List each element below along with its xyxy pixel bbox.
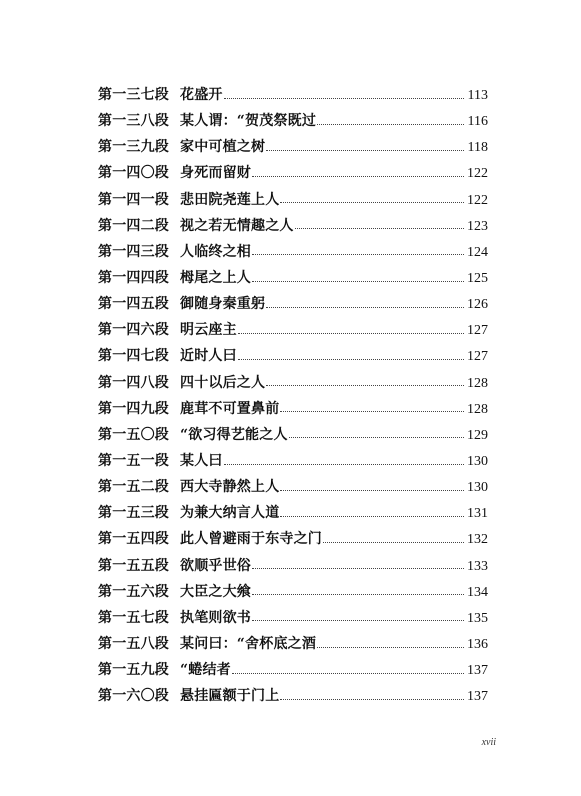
toc-dot-leader: [232, 673, 464, 674]
toc-dot-leader: [252, 568, 464, 569]
toc-entry-page: 127: [467, 349, 488, 365]
toc-entry-title: 御随身秦重躬: [180, 296, 266, 313]
toc-entry-title: 身死而留财: [180, 165, 251, 182]
toc-entry-title: 执笔则欲书: [180, 609, 251, 626]
toc-entry-title: 近时人曰: [180, 348, 237, 365]
toc-entry-number: 第一三七段: [98, 87, 169, 103]
toc-entry-number: 第一四六段: [98, 322, 169, 339]
toc-entry-title: 四十以后之人: [180, 374, 266, 391]
toc-dot-leader: [317, 124, 464, 125]
toc-entry-page: 122: [467, 166, 488, 182]
toc-dot-leader: [266, 150, 464, 151]
toc-entry-number: 第一三九段: [98, 139, 169, 156]
toc-dot-leader: [280, 699, 464, 700]
toc-entry-number: 第一四九段: [98, 400, 169, 417]
toc-entry-page: 118: [467, 140, 488, 156]
toc-entry-title: 明云座主: [180, 322, 237, 339]
toc-entry-page: 135: [467, 610, 488, 626]
toc-dot-leader: [238, 359, 464, 360]
toc-entry: [98, 605, 488, 631]
toc-entry: [98, 265, 488, 291]
toc-entry: [98, 82, 488, 108]
toc-entry-title: 大臣之大飨: [180, 583, 251, 600]
toc-entry-page: 113: [467, 88, 488, 103]
toc-entry-number: 第一四一段: [98, 191, 169, 208]
toc-dot-leader: [252, 620, 464, 621]
toc-entry: [98, 317, 488, 343]
toc-entry: [98, 474, 488, 500]
toc-entry-number: 第一五〇段: [98, 426, 169, 443]
toc-entry-title: “欲习得艺能之人: [180, 426, 288, 443]
toc-entry-page: 128: [467, 401, 488, 417]
toc-entry-page: 134: [467, 584, 488, 600]
toc-dot-leader: [252, 254, 464, 255]
table-of-contents: [98, 82, 488, 709]
toc-entry-page: 125: [467, 270, 488, 286]
toc-entry-title: 某人曰: [180, 452, 223, 469]
toc-entry-number: 第一四四段: [98, 269, 169, 286]
toc-dot-leader: [266, 385, 464, 386]
page-number: xvii: [481, 737, 496, 748]
toc-dot-leader: [323, 542, 464, 543]
toc-entry-number: 第一四〇段: [98, 165, 169, 182]
toc-entry-title: 某人谓：“贺茂祭既过: [180, 113, 317, 130]
toc-entry-page: 131: [467, 506, 488, 522]
toc-dot-leader: [280, 411, 464, 412]
toc-entry: [98, 657, 488, 683]
toc-entry-title: 悲田院尧莲上人: [180, 191, 280, 208]
toc-entry-page: 132: [467, 532, 488, 548]
toc-entry-page: 136: [467, 636, 488, 652]
toc-dot-leader: [252, 176, 464, 177]
toc-entry-title: 鹿茸不可置鼻前: [180, 400, 280, 417]
toc-entry: [98, 631, 488, 657]
toc-entry-page: 133: [467, 558, 488, 574]
toc-entry-page: 130: [467, 453, 488, 469]
toc-dot-leader: [252, 594, 464, 595]
toc-entry-number: 第一五八段: [98, 635, 169, 652]
toc-entry-title: 西大寺静然上人: [180, 479, 280, 496]
toc-entry-number: 第一五四段: [98, 531, 169, 548]
toc-entry-title: 栂尾之上人: [180, 269, 251, 286]
toc-entry-number: 第一四七段: [98, 348, 169, 365]
toc-entry: [98, 683, 488, 709]
toc-entry: [98, 579, 488, 605]
toc-dot-leader: [238, 333, 464, 334]
toc-entry: [98, 291, 488, 317]
toc-entry-page: 122: [467, 192, 488, 208]
toc-entry-number: 第一四八段: [98, 374, 169, 391]
toc-entry: [98, 448, 488, 474]
toc-entry-number: 第一五九段: [98, 662, 169, 679]
toc-entry-page: 127: [467, 323, 488, 339]
toc-entry-title: 人临终之相: [180, 243, 251, 260]
toc-entry-page: 126: [467, 297, 488, 313]
toc-entry-title: 某问曰：“舍杯底之酒: [180, 635, 317, 652]
toc-entry-number: 第一四三段: [98, 243, 169, 260]
toc-entry: [98, 187, 488, 213]
toc-entry: [98, 500, 488, 526]
toc-entry-page: 124: [467, 244, 488, 260]
toc-entry-title: 家中可植之树: [180, 139, 266, 156]
toc-entry: [98, 160, 488, 186]
toc-entry: [98, 370, 488, 396]
toc-entry-page: 116: [467, 114, 488, 130]
toc-entry-number: 第一五二段: [98, 479, 169, 496]
toc-entry-page: 123: [467, 218, 488, 234]
toc-dot-leader: [289, 437, 464, 438]
toc-entry: [98, 134, 488, 160]
toc-entry: [98, 422, 488, 448]
toc-dot-leader: [266, 307, 464, 308]
toc-entry-title: 为兼大纳言人道: [180, 505, 280, 522]
toc-entry-page: 130: [467, 480, 488, 496]
toc-entry-title: 悬挂匾额于门上: [180, 688, 280, 705]
toc-entry-number: 第一三八段: [98, 113, 169, 130]
toc-dot-leader: [280, 202, 464, 203]
toc-entry-number: 第一六〇段: [98, 688, 169, 705]
toc-entry: [98, 553, 488, 579]
toc-entry-number: 第一四二段: [98, 217, 169, 234]
toc-entry: [98, 239, 488, 265]
toc-entry: [98, 108, 488, 134]
toc-dot-leader: [280, 490, 464, 491]
toc-entry: [98, 343, 488, 369]
toc-entry-title: 视之若无情趣之人: [180, 217, 294, 234]
toc-entry: [98, 396, 488, 422]
toc-entry: [98, 526, 488, 552]
toc-entry: [98, 213, 488, 239]
toc-dot-leader: [280, 516, 464, 517]
toc-dot-leader: [224, 464, 464, 465]
toc-entry-number: 第一四五段: [98, 296, 169, 313]
toc-entry-title: 此人曾避雨于东寺之门: [180, 531, 322, 548]
toc-entry-number: 第一五三段: [98, 505, 169, 522]
toc-entry-page: 128: [467, 375, 488, 391]
toc-entry-page: 137: [467, 663, 488, 679]
toc-entry-number: 第一五五段: [98, 557, 169, 574]
toc-entry-page: 137: [467, 689, 488, 705]
toc-entry-title: 欲顺乎世俗: [180, 557, 251, 574]
toc-entry-title: “蜷结者: [180, 662, 231, 679]
toc-dot-leader: [224, 98, 464, 99]
toc-entry-number: 第一五七段: [98, 609, 169, 626]
toc-dot-leader: [252, 281, 464, 282]
toc-entry-number: 第一五一段: [98, 452, 169, 469]
toc-entry-number: 第一五六段: [98, 583, 169, 600]
toc-entry-page: 129: [467, 427, 488, 443]
toc-entry-title: 花盛开: [180, 87, 223, 103]
toc-dot-leader: [295, 228, 464, 229]
toc-dot-leader: [317, 647, 464, 648]
